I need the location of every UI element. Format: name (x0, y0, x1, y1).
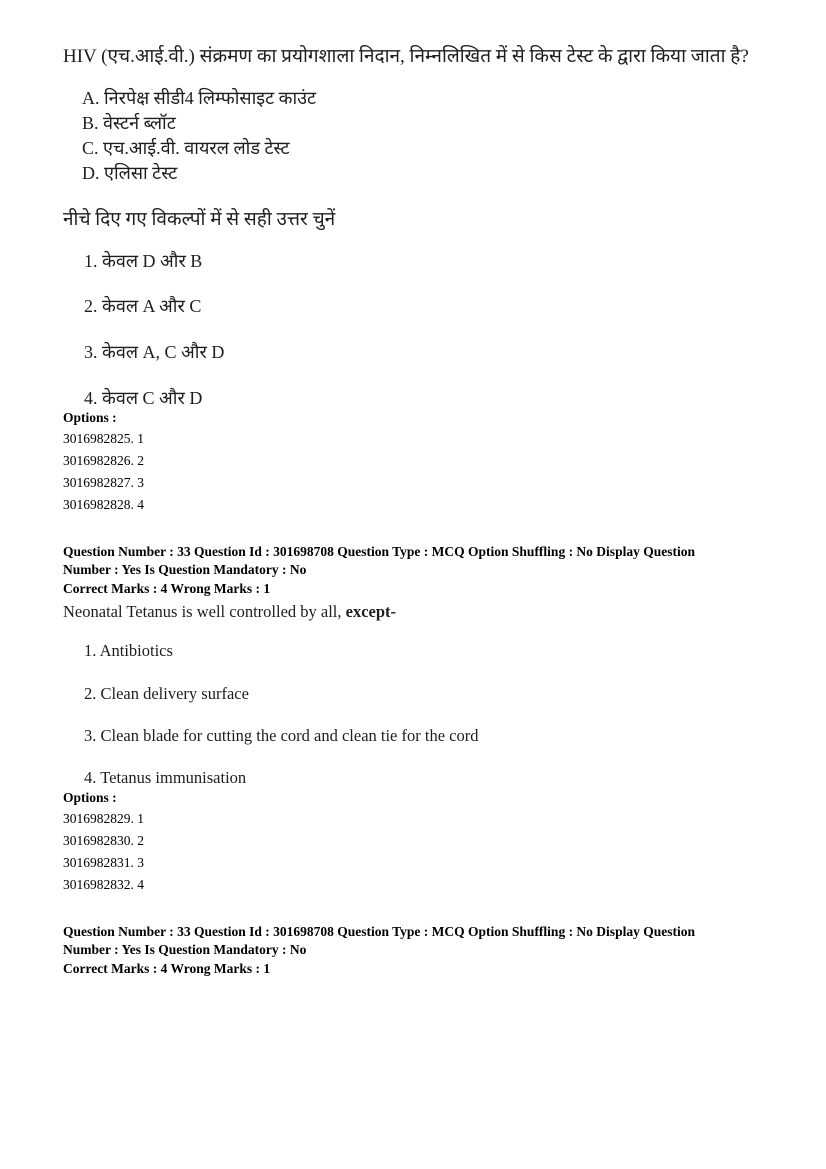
question-meta-line3: Correct Marks : 4 Wrong Marks : 1 (63, 581, 271, 596)
question-meta-line3: Correct Marks : 4 Wrong Marks : 1 (63, 961, 271, 976)
question-text-hindi: HIV (एच.आई.वी.) संक्रमण का प्रयोगशाला निदान, निम्नलिखित में से किस टेस्ट के द्वारा किया जाता है? (63, 46, 749, 67)
option-id-2: 3016982830. 2 (63, 833, 144, 848)
statement-c: C. एच.आई.वी. वायरल लोड टेस्ट (82, 138, 290, 158)
question-text-emphasis: except- (345, 602, 397, 621)
choice-1: 1. केवल D और B (84, 251, 203, 271)
choice-4: 4. केवल C और D (84, 388, 203, 408)
option-id-1: 3016982825. 1 (63, 431, 144, 446)
question-meta-line1: Question Number : 33 Question Id : 301698708 Question Type : MCQ Option Shuffling : No Display Question (63, 544, 695, 559)
choice-2: 2. केवल A और C (84, 296, 202, 316)
statement-a: A. निरपेक्ष सीडी4 लिम्फोसाइट काउंट (82, 88, 317, 108)
question-meta-line2: Number : Yes Is Question Mandatory : No (63, 942, 307, 957)
question-meta-line1: Question Number : 33 Question Id : 301698708 Question Type : MCQ Option Shuffling : No Display Question (63, 924, 695, 939)
option-id-3: 3016982827. 3 (63, 475, 144, 490)
options-label: Options : (63, 410, 117, 425)
option-id-1: 3016982829. 1 (63, 811, 144, 826)
option-id-4: 3016982828. 4 (63, 497, 144, 512)
option-id-4: 3016982832. 4 (63, 877, 144, 892)
question-meta-line2: Number : Yes Is Question Mandatory : No (63, 562, 307, 577)
instruction-text: नीचे दिए गए विकल्पों में से सही उत्तर चुनें (63, 209, 336, 230)
choice-3: 3. Clean blade for cutting the cord and clean tie for the cord (84, 726, 479, 745)
choice-4: 4. Tetanus immunisation (84, 768, 247, 787)
question-text-english (63, 602, 396, 622)
option-id-3: 3016982831. 3 (63, 855, 144, 870)
option-id-2: 3016982826. 2 (63, 453, 144, 468)
choice-3: 3. केवल A, C और D (84, 342, 225, 362)
options-label: Options : (63, 790, 117, 805)
statement-d: D. एलिसा टेस्ट (82, 163, 178, 183)
choice-1: 1. Antibiotics (84, 641, 173, 660)
statement-b: B. वेस्टर्न ब्लॉट (82, 113, 176, 133)
question-text-main: Neonatal Tetanus is well controlled by all, (63, 602, 346, 621)
choice-2: 2. Clean delivery surface (84, 684, 249, 703)
